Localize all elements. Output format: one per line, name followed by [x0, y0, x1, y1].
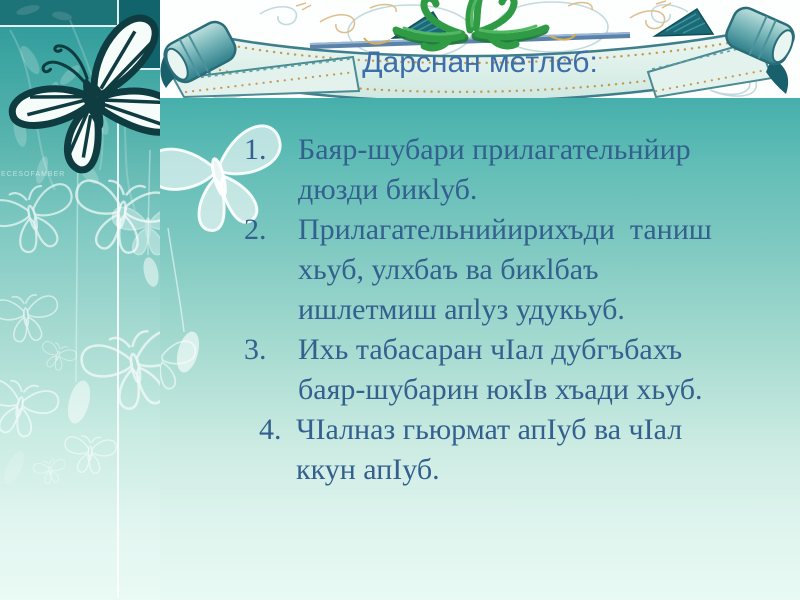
list-line — [160, 170, 800, 210]
butterfly-icon — [0, 5, 185, 185]
list-text: ккун апIуб. — [296, 453, 440, 486]
sidebar-decorative-panel — [0, 0, 160, 600]
list-number: 3. — [244, 333, 267, 366]
list-line — [160, 210, 800, 250]
watermark-text: ECESOFAMBER — [1, 171, 66, 178]
list-text: ЧIалназ гьюрмат апIуб ва чIал — [296, 413, 683, 446]
list-line — [160, 290, 800, 330]
slide-body — [160, 98, 800, 600]
list-number: 4. — [259, 413, 282, 446]
title-banner — [160, 0, 800, 98]
list-line — [160, 130, 800, 170]
list-line — [160, 450, 800, 490]
list-text: Прилагательнийирихъди таниш — [298, 213, 712, 246]
list-line — [160, 330, 800, 370]
list-line — [160, 370, 800, 410]
list-text: дюзди бикlуб. — [298, 173, 478, 206]
list-text: Баяр-шубари прилагательнйир — [298, 133, 691, 166]
list-line — [160, 410, 800, 450]
list-text: ишлетмиш апlуз удукьуб. — [298, 293, 625, 326]
list-text: Ихь табасаран чIал дубгъбахъ — [298, 333, 683, 366]
list-number: 2. — [244, 213, 267, 246]
list-text: хьуб, улхбаъ ва бикlбаъ — [298, 253, 599, 286]
slide-title: Дарснан метлеб: — [362, 46, 598, 79]
list-line — [160, 250, 800, 290]
list-text: баяр-шубарин юкIв хъади хьуб. — [298, 373, 703, 406]
list-number: 1. — [244, 133, 267, 166]
